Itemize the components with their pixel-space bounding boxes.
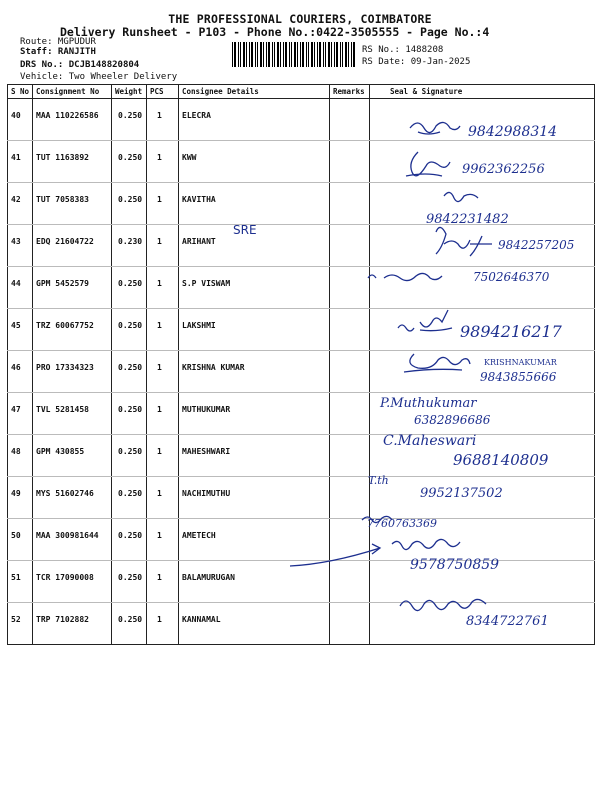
handwritten-phone-46: 9843855666	[480, 370, 557, 384]
handwritten-phone-43b: 9842257205	[498, 238, 575, 252]
signature-52	[400, 599, 486, 610]
cell-pcs: 1	[147, 99, 179, 141]
cell-weight: 0.230	[112, 225, 147, 267]
cell-sno: 52	[8, 603, 33, 645]
col-consignee: Consignee Details	[179, 85, 330, 99]
cell-consignment: MYS 51602746	[33, 477, 112, 519]
col-remarks: Remarks	[330, 85, 370, 99]
col-sno: S No	[8, 85, 33, 99]
cell-consignee: ARIHANT	[179, 225, 330, 267]
col-consignment: Consignment No	[33, 85, 112, 99]
handwritten-phone-50: 7760763369	[367, 517, 437, 530]
handwritten-phone-48: 9688140809	[453, 451, 549, 469]
cell-consignment: TUT 7058383	[33, 183, 112, 225]
handwritten-initials-49: T.th	[368, 474, 389, 487]
cell-sno: 40	[8, 99, 33, 141]
cell-consignment: TCR 17090008	[33, 561, 112, 603]
cell-consignee: MAHESHWARI	[179, 435, 330, 477]
cell-weight: 0.250	[112, 351, 147, 393]
signature-42	[444, 192, 478, 201]
signature-51	[392, 539, 460, 549]
col-pcs: PCS	[147, 85, 179, 99]
cell-consignee: LAKSHMI	[179, 309, 330, 351]
signature-40	[410, 122, 460, 134]
rs-number: RS No.: 1488208	[362, 45, 444, 55]
cell-sno: 49	[8, 477, 33, 519]
cell-weight: 0.250	[112, 267, 147, 309]
runsheet-title: Delivery Runsheet - P103 - Phone No.:0422-3505555 - Page No.:4	[60, 25, 490, 39]
cell-consignment: MAA 300981644	[33, 519, 112, 561]
cell-consignment: TUT 1163892	[33, 141, 112, 183]
cell-consignee: NACHIMUTHU	[179, 477, 330, 519]
cell-sno: 43	[8, 225, 33, 267]
cell-weight: 0.250	[112, 603, 147, 645]
cell-pcs: 1	[147, 309, 179, 351]
cell-pcs: 1	[147, 183, 179, 225]
col-seal-signature: Seal & Signature	[370, 85, 595, 99]
handwritten-phone-41: 9962362256	[462, 162, 545, 177]
cell-sno: 42	[8, 183, 33, 225]
cell-consignment: MAA 110226586	[33, 99, 112, 141]
cell-sno: 44	[8, 267, 33, 309]
cell-consignee: AMETECH	[179, 519, 330, 561]
cell-consignment: TVL 5281458	[33, 393, 112, 435]
cell-sno: 47	[8, 393, 33, 435]
signature-43	[436, 227, 492, 256]
cell-consignment: TRZ 60067752	[33, 309, 112, 351]
handwritten-sre: SRE	[233, 223, 257, 237]
handwritten-phone-45: 9894216217	[460, 322, 562, 341]
cell-consignee: S.P VISWAM	[179, 267, 330, 309]
cell-sno: 50	[8, 519, 33, 561]
handwritten-name-46: KRISHNAKUMAR	[484, 358, 557, 367]
cell-sno: 46	[8, 351, 33, 393]
vehicle-label: Vehicle: Two Wheeler Delivery	[20, 72, 178, 82]
cell-sno: 51	[8, 561, 33, 603]
cell-weight: 0.250	[112, 477, 147, 519]
col-weight: Weight	[112, 85, 147, 99]
cell-consignment: GPM 430855	[33, 435, 112, 477]
handwritten-name-47: P.Muthukumar	[380, 396, 477, 411]
cell-pcs: 1	[147, 225, 179, 267]
cell-pcs: 1	[147, 351, 179, 393]
drs-number: DRS No.: DCJB148820804	[20, 60, 140, 70]
cell-pcs: 1	[147, 435, 179, 477]
cell-pcs: 1	[147, 141, 179, 183]
rs-date: RS Date: 09-Jan-2025	[362, 57, 471, 67]
signature-51-arrow	[290, 544, 380, 566]
signature-41	[406, 152, 450, 176]
cell-weight: 0.250	[112, 99, 147, 141]
handwritten-phone-40: 9842988314	[468, 124, 558, 140]
handwritten-phone-52: 8344722761	[466, 614, 549, 629]
signature-44	[368, 273, 442, 280]
signature-46	[404, 354, 470, 372]
cell-consignee: MUTHUKUMAR	[179, 393, 330, 435]
cell-sno: 48	[8, 435, 33, 477]
signature-45	[398, 310, 452, 331]
cell-consignee: KWW	[179, 141, 330, 183]
cell-pcs: 1	[147, 267, 179, 309]
cell-sno: 45	[8, 309, 33, 351]
cell-sno: 41	[8, 141, 33, 183]
handwritten-phone-43a: 9842231482	[426, 212, 509, 227]
handwritten-phone-47: 6382896686	[414, 413, 491, 427]
handwritten-phone-51: 9578750859	[410, 557, 500, 573]
cell-consignment: GPM 5452579	[33, 267, 112, 309]
cell-weight: 0.250	[112, 141, 147, 183]
route-label: Route: MGPUDUR	[20, 37, 96, 47]
cell-consignee: BALAMURUGAN	[179, 561, 330, 603]
handwritten-phone-44: 7502646370	[473, 270, 550, 284]
cell-weight: 0.250	[112, 435, 147, 477]
staff-label: Staff: RANJITH	[20, 47, 96, 57]
cell-weight: 0.250	[112, 561, 147, 603]
cell-weight: 0.250	[112, 309, 147, 351]
cell-consignee: KAVITHA	[179, 183, 330, 225]
handwritten-phone-49: 9952137502	[420, 486, 503, 501]
cell-consignment: EDQ 21604722	[33, 225, 112, 267]
cell-consignee: ELECRA	[179, 99, 330, 141]
cell-weight: 0.250	[112, 519, 147, 561]
cell-consignee: KRISHNA KUMAR	[179, 351, 330, 393]
cell-pcs: 1	[147, 477, 179, 519]
cell-pcs: 1	[147, 519, 179, 561]
cell-consignment: PRO 17334323	[33, 351, 112, 393]
cell-pcs: 1	[147, 393, 179, 435]
cell-pcs: 1	[147, 561, 179, 603]
cell-consignment: TRP 7102882	[33, 603, 112, 645]
company-title: THE PROFESSIONAL COURIERS, COIMBATORE	[168, 12, 432, 26]
cell-consignee: KANNAMAL	[179, 603, 330, 645]
cell-pcs: 1	[147, 603, 179, 645]
cell-weight: 0.250	[112, 393, 147, 435]
cell-weight: 0.250	[112, 183, 147, 225]
handwritten-name-48: C.Maheswari	[383, 433, 477, 449]
